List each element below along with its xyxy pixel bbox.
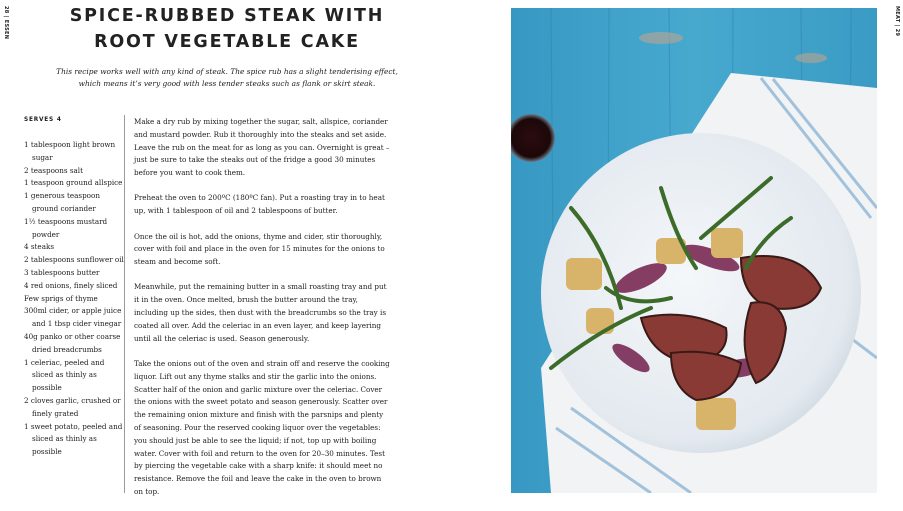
recipe-title-line-2: ROOT VEGETABLE CAKE <box>94 32 360 52</box>
right-page <box>452 0 903 497</box>
ingredient-item: 2 teaspoons salt <box>24 165 83 175</box>
page-folio-right: MEAT | 29 <box>894 6 900 37</box>
ingredient-item: Few sprigs of thyme <box>24 293 98 303</box>
method-step: Take the onions out of the oven and strain off and reserve the cooking liquor. Lift out any thyme stalks and stir the garlic into the onions. Scatter half of the onion and garlic mixture over the celeriac. Cover the onions with the sweet potato and season generously. Scatter over the remaining onion mixture and finish with the parsnips and plenty of seasoning. Pour the reserved cooking liquor over the vegetables: you should just be able to see the liquid; if not, top up with boiling water. Cover with foil and return to the oven for 20–30 minutes. Test by piercing the vegetable cake with a sharp knife: it should meet no resistance. Remove the foil and leave the cake in the oven to brown on top. <box>134 358 390 496</box>
steak-dish-photo <box>511 8 877 493</box>
ingredient-item: 2 tablespoons sunflower oil <box>24 255 124 265</box>
ingredient-item: 1 tablespoon light brown sugar <box>24 140 116 162</box>
method-step: Once the oil is hot, add the onions, thyme and cider, stir thoroughly, cover with foil and place in the oven for 15 minutes for the onions to steam and become soft. <box>134 231 385 267</box>
method-step: Meanwhile, put the remaining butter in a small roasting tray and put it in the oven. Once melted, brush the butter around the tray, including up the sides, then dust with the breadcrumbs so the tray is coated all over. Add the celeriac in an even layer, and keep layering until all the celeriac is used. Season generously. <box>134 282 387 343</box>
intro-line-1: This recipe works well with any kind of steak. The spice rub has a slight tenderising effect, <box>56 67 398 76</box>
ingredient-item: 4 steaks <box>24 242 55 252</box>
ingredient-item: 1½ teaspoons mustard powder <box>24 216 108 239</box>
ingredient-item: 1 sweet potato, peeled and sliced as thinly as possible <box>24 421 123 457</box>
ingredient-item: 40g panko or other coarse dried breadcrumbs <box>24 331 121 354</box>
ingredient-item: 300ml cider, or apple juice and 1 tbsp cider vinegar <box>24 306 122 329</box>
method-step: Make a dry rub by mixing together the sugar, salt, allspice, coriander and mustard powder. Rub it thoroughly into the steaks and set aside. Leave the rub on the meat for as long as you can. Overnight is great – just be sure to take the steaks out of the fridge a good 30 minutes before you want to cook them. <box>134 117 390 178</box>
ingredient-item: 1 celeriac, peeled and sliced as thinly as possible <box>24 357 105 393</box>
method-step: Preheat the oven to 200ºC (180ºC fan). Put a roasting tray in to heat up, with 1 tablespoon of oil and 2 tablespoons of butter. <box>134 193 385 216</box>
ingredient-item: 1 generous teaspoon ground coriander <box>24 191 100 213</box>
ingredient-item: 2 cloves garlic, crushed or finely grated <box>24 395 121 418</box>
left-page <box>0 0 452 497</box>
page-folio-left: 28 | ESSEN <box>3 6 9 40</box>
ingredients-list <box>24 139 124 459</box>
intro-line-2: which means it’s very good with less tender steaks such as flank or skirt steak. <box>78 79 376 88</box>
serves-label: SERVES 4 <box>24 117 62 123</box>
column-divider <box>124 115 125 493</box>
ingredient-item: 1 teaspoon ground allspice <box>24 178 123 188</box>
recipe-intro <box>40 66 414 90</box>
method-text <box>134 116 392 511</box>
ingredient-item: 4 red onions, finely sliced <box>24 280 118 290</box>
recipe-title-line-1: SPICE-RUBBED STEAK WITH <box>69 6 385 26</box>
ingredient-item: 3 tablespoons butter <box>24 267 100 277</box>
